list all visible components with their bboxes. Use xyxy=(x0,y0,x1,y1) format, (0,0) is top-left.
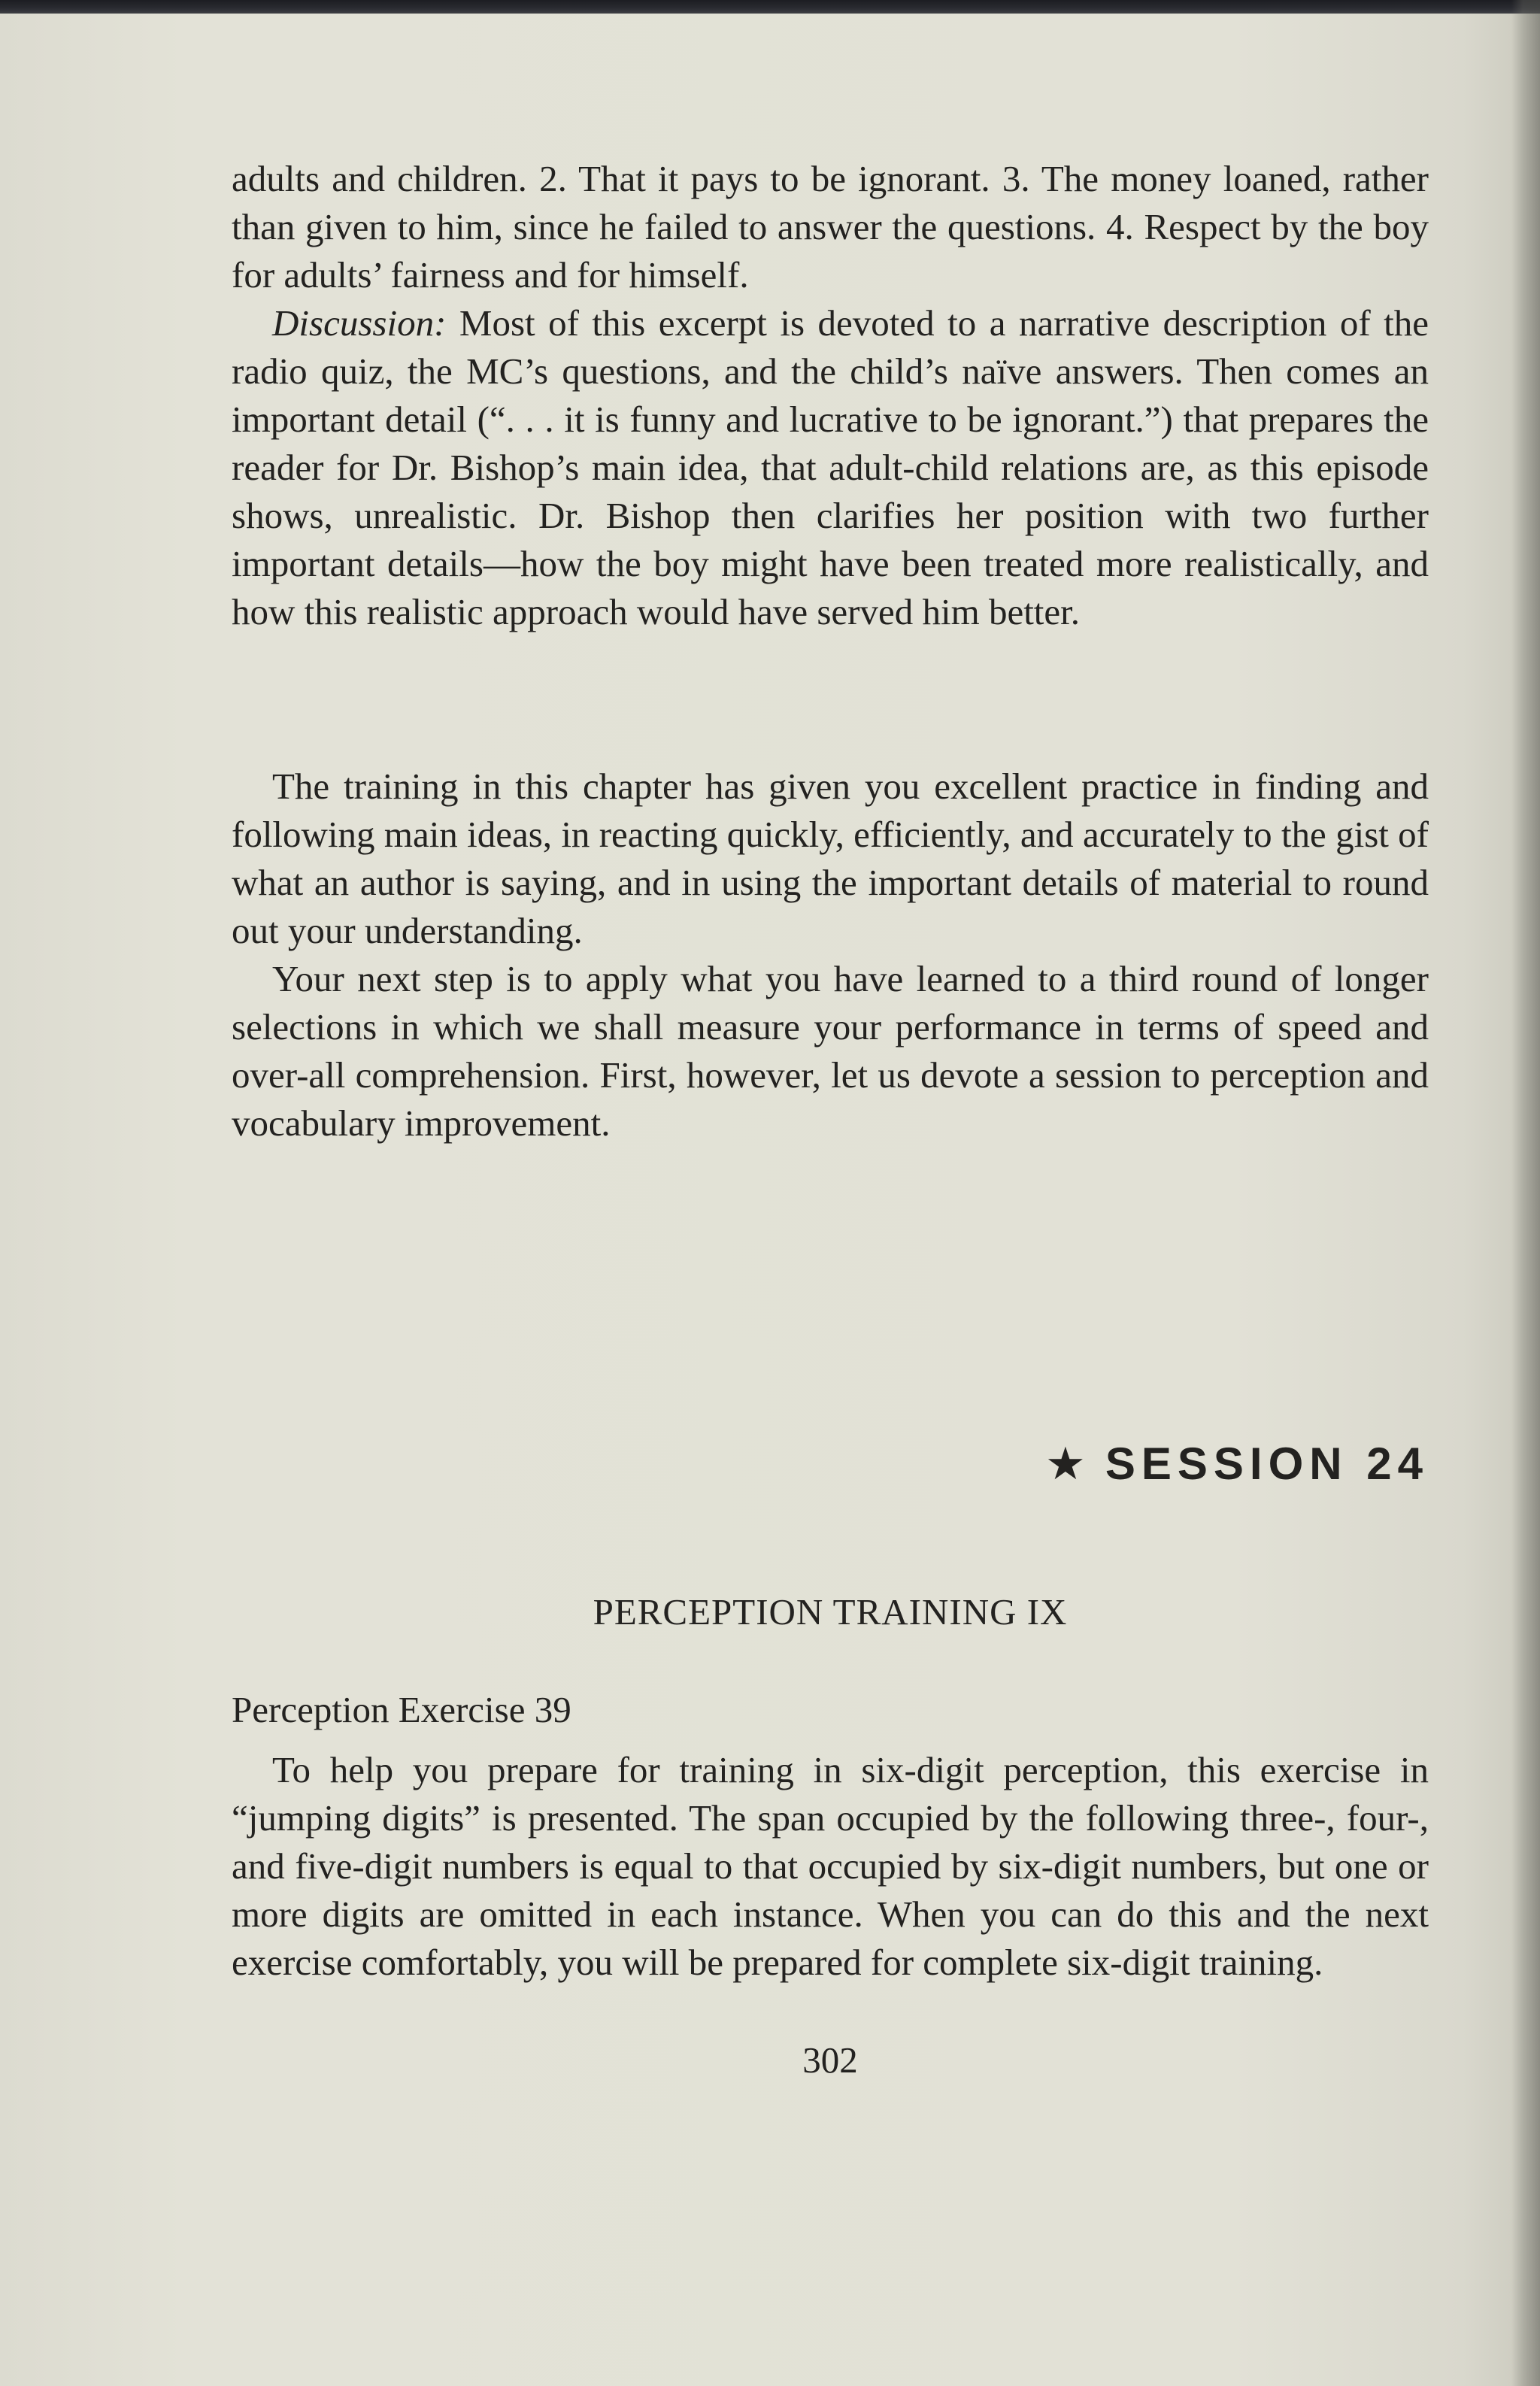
chapter-summary-paragraph: The training in this chapter has given you excellent practice in finding and following main ideas, in reacting quickly, efficiently, and accurately to the gist of what an author is saying, and in using the important details of material to round out your understanding. xyxy=(232,766,1429,951)
discussion-label: Discussion: xyxy=(272,302,447,344)
exercise-instructions: To help you prepare for training in six-digit perception, this exercise in “jumping digits” is presented. The span occupied by the following three-, four-, and five-digit numbers is equal to that occupied by six-digit numbers, but one or more digits are omitted in each instance. When you can do this and the next exercise comfortably, you will be prepared for complete six-digit training. xyxy=(232,1749,1429,1983)
next-step-paragraph: Your next step is to apply what you have learned to a third round of longer selections in which we shall measure your performance in terms of speed and over-all comprehension. First, however, let us devote a session to perception and vocabulary improvement. xyxy=(232,958,1429,1144)
scan-top-edge xyxy=(0,0,1540,14)
page-number: 302 xyxy=(802,2039,858,2081)
star-icon: ★ xyxy=(1045,1439,1092,1489)
discussion-paragraph xyxy=(232,299,1429,636)
page-binding-shadow xyxy=(1511,0,1540,2386)
discussion-text: Most of this excerpt is devoted to a narrative description of the radio quiz, the MC’s questions, and the child’s naïve answers. Then comes an important detail (“. . . it is funny and lucrative to be ignorant.”) that prepares the reader for Dr. Bishop’s main idea, that adult-child relations are, as this episode shows, unrealistic. Dr. Bishop then clarifies her position with two further important details—how the boy might have been treated more realistically, and how this realistic approach would have served him better. xyxy=(232,302,1429,632)
chapter-heading: PERCEPTION TRAINING IX xyxy=(593,1591,1068,1633)
session-title: SESSION 24 xyxy=(1105,1439,1429,1489)
exercise-heading: Perception Exercise 39 xyxy=(232,1689,571,1730)
session-heading xyxy=(902,1438,1429,1490)
answer-paragraph: adults and children. 2. That it pays to be ignorant. 3. The money loaned, rather than given to him, since he failed to answer the questions. 4. Respect by the boy for adults’ fairness and for himself. xyxy=(232,158,1429,296)
